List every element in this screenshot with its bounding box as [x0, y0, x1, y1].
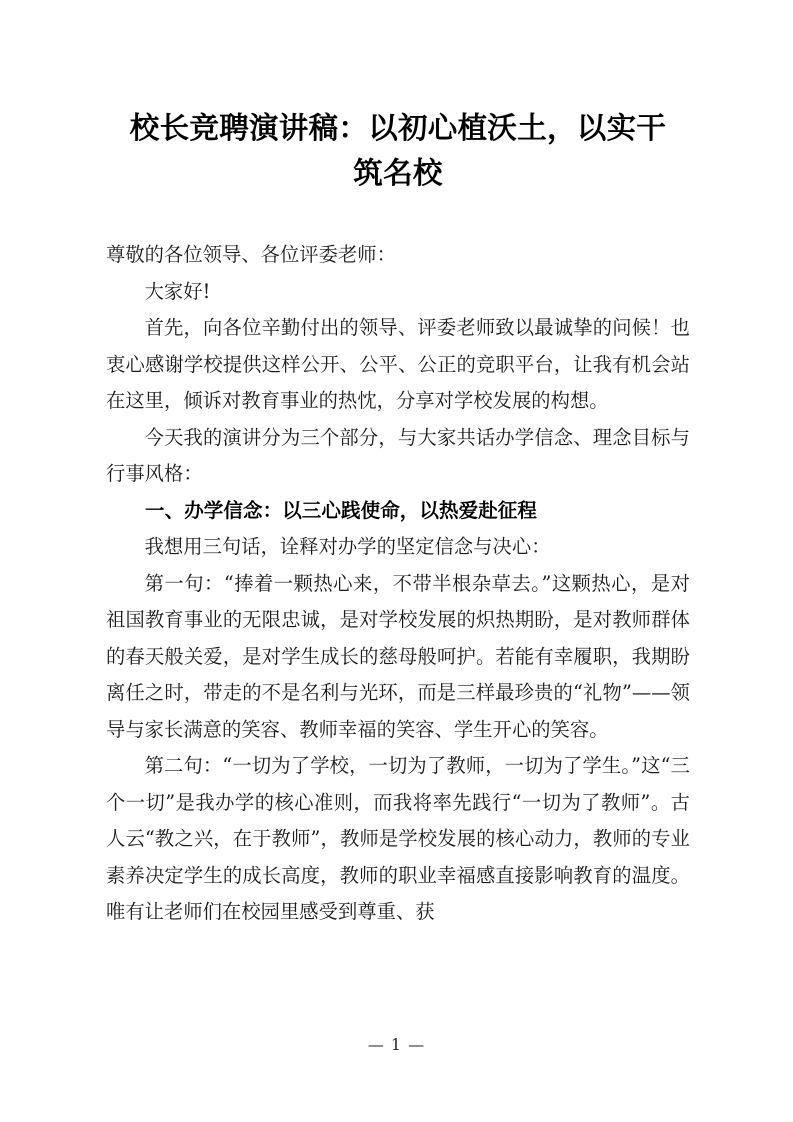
paragraph-three-sentences-intro: 我想用三句话，诠释对办学的坚定信念与决心： [144, 535, 551, 558]
paragraph-salutation: 尊敬的各位领导、各位评委老师： [106, 243, 396, 266]
title-line-1: 校长竞聘演讲稿：以初心植沃土，以实干 [129, 110, 667, 145]
paragraph-outline: 今天我的演讲分为三个部分，与大家共话办学信念、理念目标与行事风格： [106, 425, 690, 485]
title-line-2: 筑名校 [353, 155, 443, 190]
section-heading-one: 一、办学信念：以三心践使命，以热爱赴征程 [145, 498, 538, 522]
page-number-footer: — 1 — [367, 1035, 426, 1054]
paragraph-greeting: 大家好! [144, 279, 211, 303]
page-title [106, 105, 690, 195]
paragraph-opening-thanks: 首先，向各位辛勤付出的领导、评委老师致以最诚挚的问候！也衷心感谢学校提供这样公开、公平、公正的竞职平台，让我有机会站在这里，倾诉对教育事业的热忱，分享对学校发展的构想。 [106, 316, 690, 412]
document-body [106, 237, 690, 931]
paragraph-sentence-two: 第二句：“一切为了学校，一切为了教师，一切为了学生。”这“三个一切”是我办学的核心准则，而我将率先践行“一切为了教师”。古人云“教之兴，在于教师”，教师是学校发展的核心动力，教师的专业素养决定学生的成长高度，教师的职业幸福感直接影响教育的温度。唯有让老师们在校园里感受到尊重、获 [106, 754, 690, 923]
paragraph-sentence-one: 第一句：“捧着一颗热心来，不带半根杂草去。”这颗热心，是对祖国教育事业的无限忠诚，是对学校发展的炽热期盼，是对教师群体的春天般关爱，是对学生成长的慈母般呵护。若能有幸履职，我期盼离任之时，带走的不是名利与光环，而是三样最珍贵的“礼物”——领导与家长满意的笑容、教师幸福的笑容、学生开心的笑容。 [106, 571, 690, 741]
